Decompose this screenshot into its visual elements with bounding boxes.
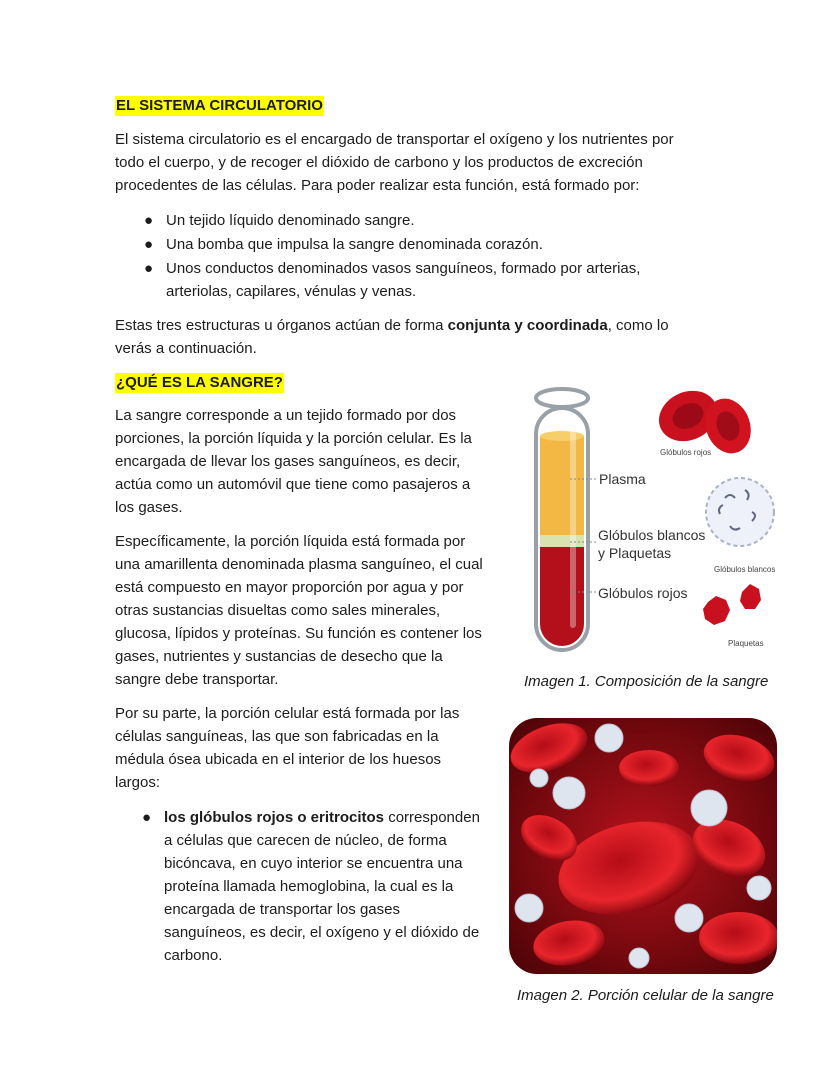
label-white-platelets: Glóbulos blancos: [598, 527, 706, 543]
label-small-platelets: Plaquetas: [728, 639, 764, 648]
list-item-text: Un tejido líquido denominado sangre.: [166, 212, 415, 229]
closing-line-2: verás a continuación.: [115, 340, 257, 357]
figure2-caption: Imagen 2. Porción celular de la sangre: [517, 987, 774, 1004]
test-tube-icon: [536, 389, 588, 650]
closing-text-end: , como lo: [607, 317, 669, 334]
components-list: [144, 209, 726, 303]
red-cells-layer: [540, 547, 584, 646]
paragraph-line: encargada de llevar los gases sanguíneos, es decir,: [115, 453, 461, 470]
label-white-platelets-2: y Plaquetas: [598, 545, 672, 561]
paragraph-line: células sanguíneas, las que son fabricadas en la: [115, 728, 439, 745]
blood-composition-figure: [520, 378, 792, 660]
white-blood-cell-icon: [706, 478, 774, 546]
intro-paragraph: [115, 128, 715, 197]
list-item: [144, 257, 726, 303]
list-item: [142, 806, 504, 967]
bullet-icon: ●: [144, 212, 154, 229]
closing-bold-text: conjunta y coordinada: [447, 317, 608, 334]
buffy-coat-layer: [540, 535, 584, 547]
list-item: [144, 233, 726, 256]
plasma-layer: [540, 436, 584, 540]
platelets-icon: [703, 584, 761, 625]
label-small-red: Glóbulos rojos: [660, 448, 712, 457]
paragraph-line: La sangre corresponde a un tejido formado por dos: [115, 407, 457, 424]
list-item: [144, 209, 726, 232]
figure1-caption: Imagen 1. Composición de la sangre: [524, 673, 769, 690]
bullet-text: proteína llamada hemoglobina, la cual es la: [164, 878, 454, 895]
heading-que-es-la-sangre: ¿QUÉ ES LA SANGRE?: [116, 374, 283, 391]
paragraph-line: una amarillenta denominada plasma sanguíneo, el cual: [115, 556, 483, 573]
list-item-text: Unos conductos denominados vasos sanguíneos, formado por arterias,: [166, 260, 641, 277]
heading-sistema-circulatorio: EL SISTEMA CIRCULATORIO: [116, 97, 323, 114]
para-porcion-liquida: [115, 530, 515, 691]
paragraph-line: los gases.: [115, 499, 183, 516]
paragraph-line: sangre debe transportar.: [115, 671, 279, 688]
bullet-text: encargada de transportar los gases: [164, 901, 400, 918]
blood-cells-photo: [509, 718, 777, 974]
paragraph-line: gases, nutrientes y sustancias de desecho que la: [115, 648, 443, 665]
bullet-icon: ●: [144, 236, 154, 253]
bullet-icon: ●: [142, 809, 152, 826]
closing-paragraph: [115, 314, 715, 360]
cells-list: [142, 806, 504, 967]
intro-line: procedentes de las células. Para poder realizar esta función, está formado por:: [115, 177, 640, 194]
paragraph-line: largos:: [115, 774, 161, 791]
list-item-text: arteriolas, capilares, vénulas y venas.: [166, 283, 417, 300]
bullet-text: a células que carecen de núcleo, de forma: [164, 832, 447, 849]
para-sangre-intro: [115, 404, 510, 519]
para-porcion-celular: [115, 702, 515, 794]
closing-line: [115, 314, 715, 337]
bullet-text: sanguíneos, es decir, el oxígeno y el dióxido de: [164, 924, 480, 941]
bullet-text: carbono.: [164, 947, 223, 964]
list-item-text: Una bomba que impulsa la sangre denominada corazón.: [166, 236, 543, 253]
paragraph-line: actúa como un automóvil que tiene como pasajeros a: [115, 476, 471, 493]
paragraph-line: otras sustancias disueltas como sales minerales,: [115, 602, 441, 619]
intro-line: todo el cuerpo, y de recoger el dióxido de carbono y los productos de excreción: [115, 154, 643, 171]
label-small-white: Glóbulos blancos: [714, 565, 776, 574]
paragraph-line: glucosa, lípidos y proteínas. Su función es contener los: [115, 625, 482, 642]
bullet-bold-text: los glóbulos rojos o eritrocitos: [164, 809, 385, 826]
bullet-text: corresponden: [384, 809, 480, 826]
bullet-icon: ●: [144, 260, 154, 277]
intro-line: El sistema circulatorio es el encargado de transportar el oxígeno y los nutrientes por: [115, 131, 674, 148]
bullet-text: bicóncava, en cuyo interior se encuentra una: [164, 855, 463, 872]
label-plasma: Plasma: [599, 471, 646, 487]
paragraph-line: Específicamente, la porción líquida está formada por: [115, 533, 466, 550]
closing-text: Estas tres estructuras u órganos actúan de forma: [115, 317, 448, 334]
label-red-cells: Glóbulos rojos: [598, 585, 688, 601]
paragraph-line: está compuesto en mayor proporción por agua y por: [115, 579, 464, 596]
paragraph-line: médula ósea ubicada en el interior de los huesos: [115, 751, 442, 768]
paragraph-line: porciones, la porción líquida y la porción celular. Es la: [115, 430, 472, 447]
paragraph-line: Por su parte, la porción celular está formada por las: [115, 705, 460, 722]
